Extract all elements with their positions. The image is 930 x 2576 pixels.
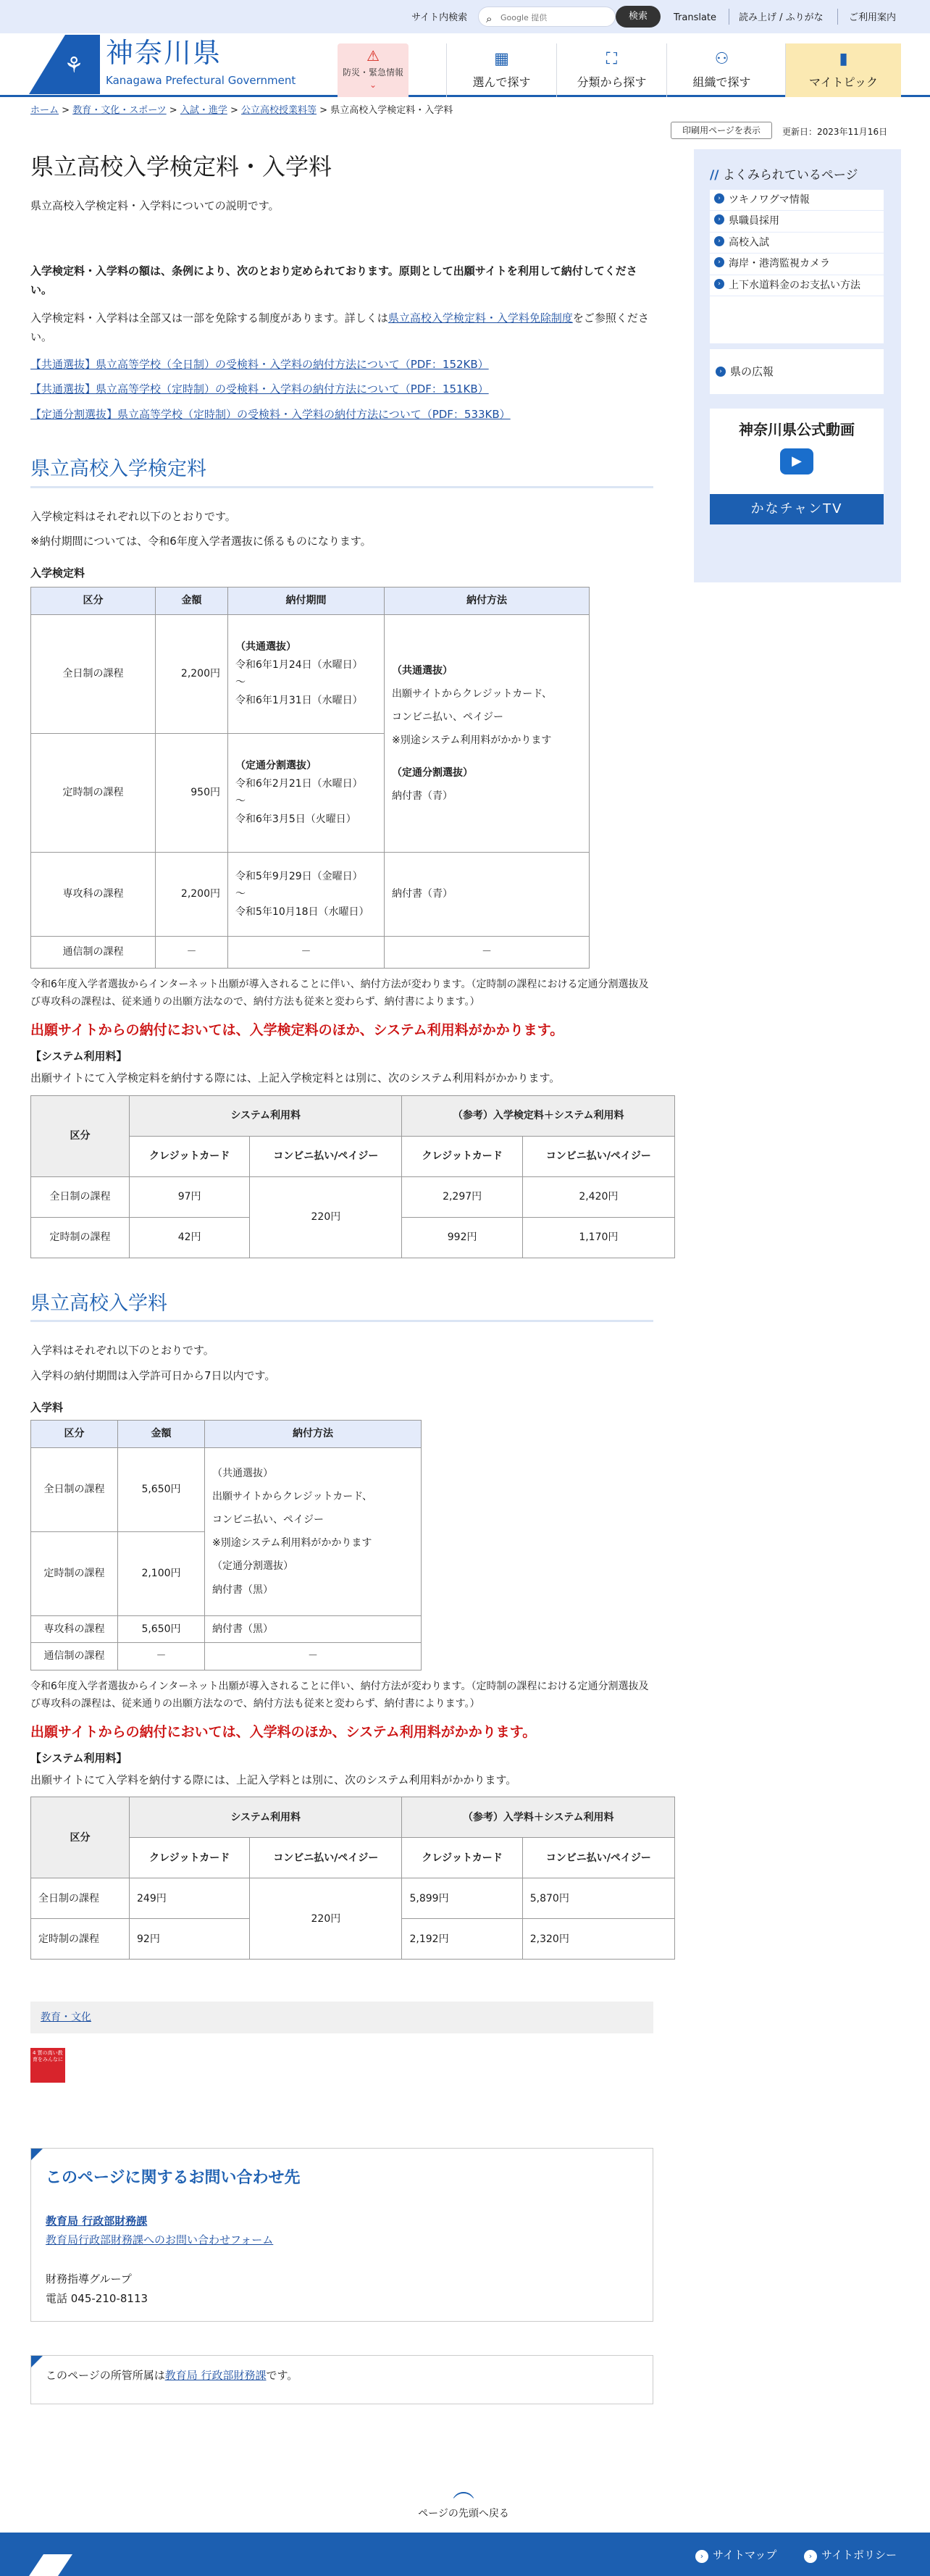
chevron-right-icon: ›: [714, 214, 724, 225]
intro-exempt: [30, 309, 653, 347]
exam-sys-label: 【システム利用料】: [30, 1050, 127, 1063]
table-row: [31, 614, 590, 733]
divider: [837, 9, 838, 25]
method-cell: [385, 614, 590, 852]
page-top-link[interactable]: [406, 2476, 521, 2523]
popular-list: [710, 190, 884, 343]
footer-logo-mark-icon: [29, 2554, 87, 2576]
play-icon: ▶: [780, 448, 813, 474]
cell: －: [228, 936, 385, 968]
popular-item-label: 海岸・港湾監視カメラ: [729, 258, 830, 270]
nav-label: 分類から探す: [577, 75, 647, 89]
col-header: （参考）入学料＋システム利用料: [402, 1797, 675, 1838]
cell: 通信制の課程: [31, 1643, 118, 1670]
popular-item[interactable]: [710, 275, 884, 296]
section-heading-admission: 県立高校入学料: [30, 1290, 653, 1323]
col-header: 納付方法: [385, 587, 590, 615]
cell: 2,297円: [402, 1176, 522, 1217]
cell: 42円: [130, 1217, 250, 1258]
owner-text: です。: [266, 2369, 298, 2383]
search-button[interactable]: 検索: [616, 6, 661, 28]
nav-organization[interactable]: [666, 43, 776, 97]
video-title: 神奈川県公式動画: [739, 421, 855, 438]
table-row: [31, 1643, 422, 1670]
nav-label: マイトピック: [808, 75, 879, 89]
contact-tel: 電話 045-210-8113: [46, 2291, 148, 2305]
popular-heading-text: よくみられているページ: [722, 168, 858, 183]
cell: 249円: [130, 1878, 250, 1919]
contact-form-link[interactable]: 教育局行政部財務課へのお問い合わせフォーム: [46, 2233, 274, 2247]
nav-label: 選んで探す: [472, 75, 531, 89]
col-header: クレジットカード: [402, 1838, 522, 1878]
exam-system-fee-table: [30, 1095, 675, 1258]
breadcrumb: ホーム > 教育・文化・スポーツ > 入試・進学 > 公立高校授業料等 > 県立高校入学検定料・入学料: [30, 105, 453, 116]
line: （定通分割選抜）: [392, 766, 473, 779]
adm-p1: 入学料はそれぞれ以下のとおりです。: [30, 1344, 214, 1358]
exam-p1: 入学検定料はそれぞれ以下のとおりです。: [30, 509, 236, 523]
cell: －: [385, 936, 590, 968]
cell: 2,200円: [156, 614, 228, 733]
contact-box: [30, 2148, 653, 2322]
furigana-link[interactable]: 読み上げ / ふりがな: [739, 12, 824, 23]
warning-icon: ⚠: [366, 47, 380, 64]
exam-fee-table: [30, 587, 590, 969]
chevron-right-icon: ›: [714, 193, 724, 204]
line: ※別途システム利用料がかかります: [212, 1537, 372, 1550]
col-header: 金額: [156, 587, 228, 615]
chevron-right-icon: ›: [716, 367, 726, 377]
popular-item[interactable]: [710, 211, 884, 232]
col-header: 納付期間: [228, 587, 385, 615]
cell: 専攻科の課程: [31, 1615, 118, 1643]
sitemap-label: サイトマップ: [713, 2548, 777, 2562]
method-cell: [205, 1447, 422, 1615]
cell: 定時制の課程: [31, 1919, 130, 1960]
cell: 2,320円: [522, 1919, 674, 1960]
line: 令和5年10月18日（水曜日）: [235, 906, 369, 918]
intro-bold: 入学検定料・入学料の額は、条例により、次のとおり定められております。原則として出願サイトを利用して納付してください。: [30, 264, 637, 297]
corner-mark: [31, 2149, 43, 2160]
utility-bar: [0, 0, 930, 33]
cell: 2,192円: [402, 1919, 522, 1960]
cell: －: [205, 1643, 422, 1670]
cell: 定時制の課程: [31, 1217, 130, 1258]
cell: 全日制の課程: [31, 614, 156, 733]
owner-box: [30, 2355, 653, 2404]
col-header: クレジットカード: [130, 1838, 250, 1878]
contact-heading: このページに関するお問い合わせ先: [46, 2169, 301, 2188]
sitemap-link[interactable]: [695, 2546, 776, 2564]
cell: 納付書（黒）: [205, 1615, 422, 1643]
col-header: クレジットカード: [130, 1136, 250, 1176]
chevron-right-icon: ›: [804, 2550, 817, 2563]
popular-item-label: 県職員採用: [729, 215, 779, 227]
cell: 5,650円: [118, 1447, 205, 1531]
cell: －: [118, 1643, 205, 1670]
popular-item[interactable]: [710, 190, 884, 211]
col-header: 区分: [31, 1095, 130, 1176]
search-box[interactable]: [478, 7, 616, 27]
period-cell: [228, 852, 385, 936]
table-row: [31, 936, 590, 968]
category-tag-link[interactable]: 教育・文化: [41, 2012, 91, 2024]
adm-red-notice: 出願サイトからの納付においては、入学料のほか、システム利用料がかかります。: [30, 1723, 537, 1740]
kouhou-label: 県の広報: [730, 365, 774, 378]
col-header: コンビニ払い/ペイジー: [522, 1838, 674, 1878]
popular-item-label: 高校入試: [729, 236, 769, 248]
line: 令和6年2月21日（水曜日）: [235, 777, 363, 790]
breadcrumb-tuition[interactable]: 公立高校授業料等: [241, 105, 317, 116]
cell: 992円: [402, 1217, 522, 1258]
col-header: コンビニ払い/ペイジー: [250, 1136, 402, 1176]
official-video-banner[interactable]: [710, 409, 884, 524]
admission-system-fee-table: [30, 1797, 675, 1960]
cell: 5,650円: [118, 1615, 205, 1643]
cell: 5,870円: [522, 1878, 674, 1919]
chevron-right-icon: ›: [714, 279, 724, 289]
line: （定通分割選抜）: [235, 760, 317, 772]
line: 令和6年1月24日（水曜日）: [235, 658, 363, 671]
cell: 1,170円: [522, 1217, 674, 1258]
adm-sys-label: 【システム利用料】: [30, 1751, 127, 1765]
page-title: 県立高校入学検定料・入学料: [30, 153, 332, 180]
popular-item-label: 上下水道料金のお支払い方法: [729, 279, 860, 291]
line: 出願サイトからクレジットカード、: [392, 687, 552, 700]
text: 入学検定料・入学料は全部又は一部を免除する制度があります。詳しくは: [30, 311, 388, 325]
col-header: 区分: [31, 587, 156, 615]
cell: 97円: [130, 1176, 250, 1217]
chevron-right-icon: ›: [695, 2550, 708, 2563]
cell: 納付書（青）: [385, 852, 590, 936]
line: 納付書（黒）: [212, 1584, 273, 1596]
page-top-label: ページの先頭へ戻る: [418, 2508, 509, 2519]
cell: 通信制の課程: [31, 936, 156, 968]
table-row: [31, 1176, 675, 1217]
adm-p2: 入学料の納付期間は入学許可日から7日以内です。: [30, 1368, 276, 1382]
line: 令和6年3月5日（火曜日）: [235, 813, 356, 825]
col-header: 区分: [31, 1421, 118, 1448]
line: コンビニ払い、ペイジー: [212, 1513, 324, 1526]
line: ～: [235, 888, 246, 900]
search-input[interactable]: [500, 10, 609, 25]
col-header: クレジットカード: [402, 1136, 522, 1176]
popular-heading: [710, 165, 858, 187]
updated-date: 更新日：2023年11月16日: [782, 127, 888, 137]
kanagawa-logo-icon[interactable]: [29, 35, 100, 94]
org-chart-icon: ⚇: [714, 50, 729, 68]
footer-bar: [0, 2533, 930, 2576]
cell: 92円: [130, 1919, 250, 1960]
owner-text: このページの所管所属は: [46, 2369, 165, 2383]
line: 令和5年9月29日（金曜日）: [235, 870, 363, 882]
translate-link[interactable]: Translate: [674, 12, 717, 23]
col-header: （参考）入学検定料＋システム利用料: [402, 1095, 675, 1136]
lead-text: 県立高校入学検定料・入学料についての説明です。: [30, 198, 280, 212]
chevron-right-icon: ›: [714, 257, 724, 267]
book-icon: ▮: [839, 50, 848, 68]
pdf-link-1[interactable]: 【共通選抜】県立高等学校（全日制）の受検料・入学料の納付方法について（PDF：152KB）: [30, 358, 489, 372]
col-header: 金額: [118, 1421, 205, 1448]
sidebar: [694, 149, 901, 582]
svg-text:⚘: ⚘: [64, 53, 84, 78]
popular-item[interactable]: [710, 254, 884, 275]
print-button[interactable]: 印刷用ページを表示: [671, 122, 772, 139]
cell: 5,899円: [402, 1878, 522, 1919]
line: （定通分割選抜）: [212, 1560, 293, 1573]
cell: 220円: [250, 1176, 402, 1258]
cell: 2,100円: [118, 1531, 205, 1615]
adm-sys-p: 出願サイトにて入学料を納付する際には、上記入学料とは別に、次のシステム利用料がかかります。: [30, 1773, 517, 1787]
cell: 定時制の課程: [31, 1531, 118, 1615]
section-heading-exam: 県立高校入学検定料: [30, 456, 653, 488]
disaster-info-button[interactable]: [338, 43, 409, 97]
pdf-link-2[interactable]: 【共通選抜】県立高等学校（定時制）の受検料・入学料の納付方法について（PDF：151KB）: [30, 382, 489, 396]
line: （共通選抜）: [392, 664, 453, 677]
col-header: 納付方法: [205, 1421, 422, 1448]
admission-fee-table: [30, 1420, 422, 1670]
pdf-link-3[interactable]: 【定通分割選抜】県立高等学校（定時制）の受検料・入学料の納付方法について（PDF：533KB）: [30, 407, 511, 421]
line: （共通選抜）: [235, 641, 296, 653]
cell: 全日制の課程: [31, 1176, 130, 1217]
corner-mark: [31, 2356, 43, 2367]
nav-category[interactable]: [556, 43, 666, 97]
table-row: [31, 1615, 422, 1643]
cell: 2,420円: [522, 1176, 674, 1217]
col-header: システム利用料: [130, 1797, 402, 1838]
grid-icon: ▦: [494, 50, 509, 68]
contact-dept-link[interactable]: 教育局 行政部財務課: [46, 2214, 148, 2228]
seagull-icon: ︵: [453, 2477, 474, 2503]
nav-label: 組織で探す: [692, 75, 751, 89]
chevron-right-icon: ›: [714, 236, 724, 246]
adm-table-label: 入学料: [30, 1400, 64, 1414]
cell: 定時制の課程: [31, 733, 156, 852]
popular-item-label: ツキノワグマ情報: [729, 194, 810, 206]
breadcrumb-current: 県立高校入学検定料・入学料: [330, 105, 453, 116]
exam-p2: ※納付期間については、令和6年度入学者選抜に係るものになります。: [30, 534, 372, 548]
cell: －: [156, 936, 228, 968]
exam-sys-p: 出願サイトにて入学検定料を納付する際には、上記入学検定料とは別に、次のシステム利用料がかかります。: [30, 1071, 561, 1085]
line: ※別途システム利用料がかかります: [392, 735, 552, 747]
guide-link[interactable]: ご利用案内: [849, 12, 897, 23]
policy-link[interactable]: [804, 2546, 897, 2564]
table-row: [31, 1447, 422, 1531]
slash-icon: //: [710, 168, 719, 183]
exam-red-notice: 出願サイトからの納付においては、入学検定料のほか、システム利用料がかかります。: [30, 1021, 564, 1038]
cell: 全日制の課程: [31, 1447, 118, 1531]
line: ～: [235, 677, 246, 689]
chevron-down-icon: ⌄: [369, 80, 377, 90]
cell: 専攻科の課程: [31, 852, 156, 936]
policy-label: サイトポリシー: [821, 2548, 897, 2562]
logo-text-ja[interactable]: 神奈川県: [106, 37, 222, 69]
main-content: [30, 142, 653, 2404]
cell: 220円: [250, 1878, 402, 1960]
col-header: コンビニ払い/ペイジー: [522, 1136, 674, 1176]
disaster-info-label: 防災・緊急情報: [342, 67, 403, 78]
exempt-link[interactable]: 県立高校入学検定料・入学料免除制度: [388, 311, 573, 325]
category-tag-box: [30, 2002, 653, 2033]
line: コンビニ払い、ペイジー: [392, 711, 503, 724]
col-header: コンビニ払い/ペイジー: [250, 1838, 402, 1878]
cell: 全日制の課程: [31, 1878, 130, 1919]
breadcrumb-home[interactable]: ホーム: [30, 105, 59, 116]
search-icon: ⌕: [486, 12, 493, 25]
line: 出願サイトからクレジットカード、: [212, 1490, 372, 1502]
popular-item[interactable]: [710, 233, 884, 254]
adm-note: 令和6年度入学者選抜からインターネット出願が導入されることに伴い、納付方法が変わります。（定時制の課程における定通分割選抜及び専攻科の課程は、従来通りの出願方法なので、納付方法も従来と変わらず、納付書によります。）: [30, 1680, 649, 1710]
nav-select[interactable]: [446, 43, 556, 97]
col-header: 区分: [31, 1797, 130, 1878]
line: 納付書（青）: [392, 790, 453, 802]
contact-group: 財務指導グループ: [46, 2272, 132, 2286]
hierarchy-icon: ⛶: [606, 50, 618, 68]
table-row: [31, 852, 590, 936]
line: （共通選抜）: [212, 1467, 273, 1479]
site-header: [0, 33, 930, 97]
line: ～: [235, 795, 246, 808]
table-row: [31, 1878, 675, 1919]
period-cell: [228, 733, 385, 852]
period-cell: [228, 614, 385, 733]
kanachan-tv-banner: かなチャンTV: [710, 494, 884, 524]
breadcrumb-exam[interactable]: 入試・進学: [180, 105, 227, 116]
cell: 950円: [156, 733, 228, 852]
site-search-label: サイト内検索: [411, 12, 468, 23]
exam-table-label: 入学検定料: [30, 566, 85, 580]
cell: 2,200円: [156, 852, 228, 936]
nav-mytopic[interactable]: [785, 43, 901, 97]
breadcrumb-education[interactable]: 教育・文化・スポーツ: [72, 105, 167, 116]
sdg-4-icon: [30, 2048, 65, 2083]
kouhou-link[interactable]: [710, 349, 884, 394]
text: をご参照ください。: [30, 311, 649, 343]
exam-note: 令和6年度入学者選抜からインターネット出願が導入されることに伴い、納付方法が変わります。（定時制の課程における定通分割選抜及び専攻科の課程は、従来通りの出願方法なので、納付方法も従来と変わらず、納付書によります。）: [30, 978, 649, 1008]
logo-text-en[interactable]: Kanagawa Prefectural Government: [106, 74, 296, 87]
col-header: システム利用料: [130, 1095, 402, 1136]
owner-link[interactable]: 教育局 行政部財務課: [164, 2369, 267, 2383]
line: 令和6年1月31日（水曜日）: [235, 694, 363, 706]
sdg-label: 4 質の高い教育をみんなに: [33, 2050, 63, 2062]
